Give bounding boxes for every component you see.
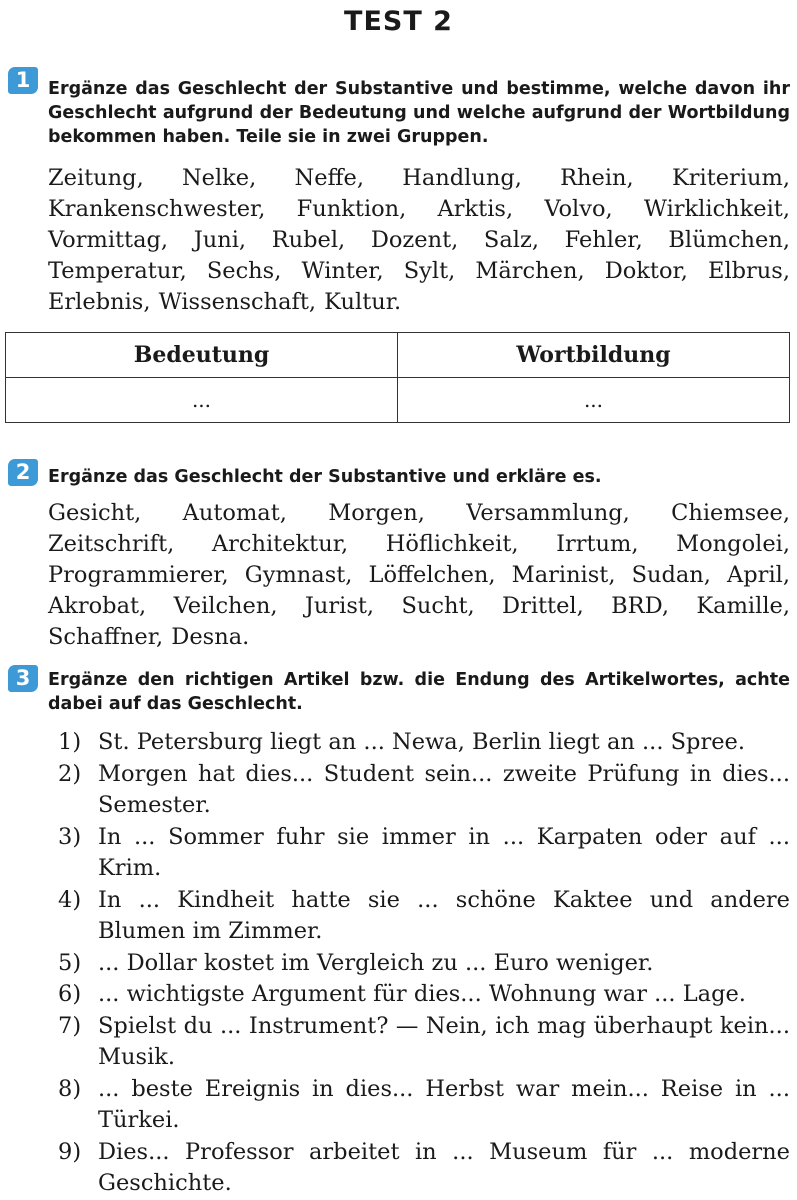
item-text: In ... Kindheit hatte sie ... schöne Kaktee und andere Blumen im Zimmer. [98, 886, 790, 944]
item-text: Morgen hat dies... Student sein... zweite Prüfung in dies... Semester. [98, 760, 790, 818]
task-number-badge: 2 [8, 459, 38, 486]
item-text: ... beste Ereignis in dies... Herbst war mein... Reise in ... Türkei. [98, 1075, 790, 1133]
item-number: 1) [58, 729, 82, 755]
list-item [58, 979, 790, 1011]
list-item [58, 1074, 790, 1137]
task-instruction: Ergänze den richtigen Artikel bzw. die Endung des Artikelwortes, achte dabei auf das Geschlecht. [48, 670, 790, 714]
table-header-wortbildung: Wortbildung [398, 333, 790, 378]
list-item [58, 727, 790, 759]
item-text: ... wichtigste Argument für dies... Wohnung war ... Lage. [98, 981, 746, 1007]
list-item [58, 822, 790, 885]
item-text: In ... Sommer fuhr sie immer in ... Karpaten oder auf ... Krim. [98, 823, 790, 881]
classification-table [5, 332, 790, 423]
table-row [6, 378, 790, 423]
item-number: 4) [58, 886, 82, 913]
word-list: Zeitung, Nelke, Neffe, Handlung, Rhein, Kriterium, Krankenschwester, Funktion, Arktis, Volvo, Wirklichkeit, Vormittag, Juni, Rubel, Dozent, Salz, Fehler, Blümchen, Temperatur, Sechs, Winter, Sylt, Märchen, Doktor, Elbrus, Erlebnis, Wissenschaft, Kultur. [48, 165, 790, 315]
list-item [58, 759, 790, 822]
item-number: 6) [58, 981, 82, 1007]
task-instruction: Ergänze das Geschlecht der Substantive und bestimme, welche davon ihr Geschlecht aufgrund der Bedeutung und welche aufgrund der Wortbildung bekommen haben. Teile sie in zwei Gruppen. [48, 79, 790, 147]
table-cell: ... [6, 378, 398, 423]
page-title: TEST 2 [344, 6, 453, 37]
item-number: 8) [58, 1075, 82, 1102]
item-number: 7) [58, 1012, 82, 1039]
list-item [58, 1011, 790, 1074]
item-number: 3) [58, 823, 82, 850]
item-number: 9) [58, 1138, 82, 1165]
list-item [58, 1137, 790, 1200]
word-list: Gesicht, Automat, Morgen, Versammlung, Chiemsee, Zeitschrift, Architektur, Höflichkeit, Irrtum, Mongolei, Programmierer, Gymnast, Löffelchen, Marinist, Sudan, April, Akrobat, Veilchen, Jurist, Sucht, Drittel, BRD, Kamille, Schaffner, Desna. [48, 500, 790, 650]
item-text: Dies... Professor arbeitet in ... Museum für ... moderne Geschichte. [98, 1138, 790, 1196]
exercise-list [58, 727, 790, 1200]
task-instruction: Ergänze das Geschlecht der Substantive und erkläre es. [48, 467, 602, 487]
task-number-badge: 3 [8, 665, 38, 692]
task-number-badge: 1 [8, 67, 38, 94]
item-number: 2) [58, 760, 82, 787]
item-text: ... Dollar kostet im Vergleich zu ... Euro weniger. [98, 949, 654, 976]
list-item [58, 948, 790, 980]
table-header-bedeutung: Bedeutung [6, 333, 398, 378]
item-number: 5) [58, 949, 82, 976]
item-text: St. Petersburg liegt an ... Newa, Berlin liegt an ... Spree. [98, 729, 745, 755]
table-cell: ... [398, 378, 790, 423]
list-item [58, 885, 790, 948]
item-text: Spielst du ... Instrument? — Nein, ich mag überhaupt kein... Musik. [98, 1012, 790, 1070]
